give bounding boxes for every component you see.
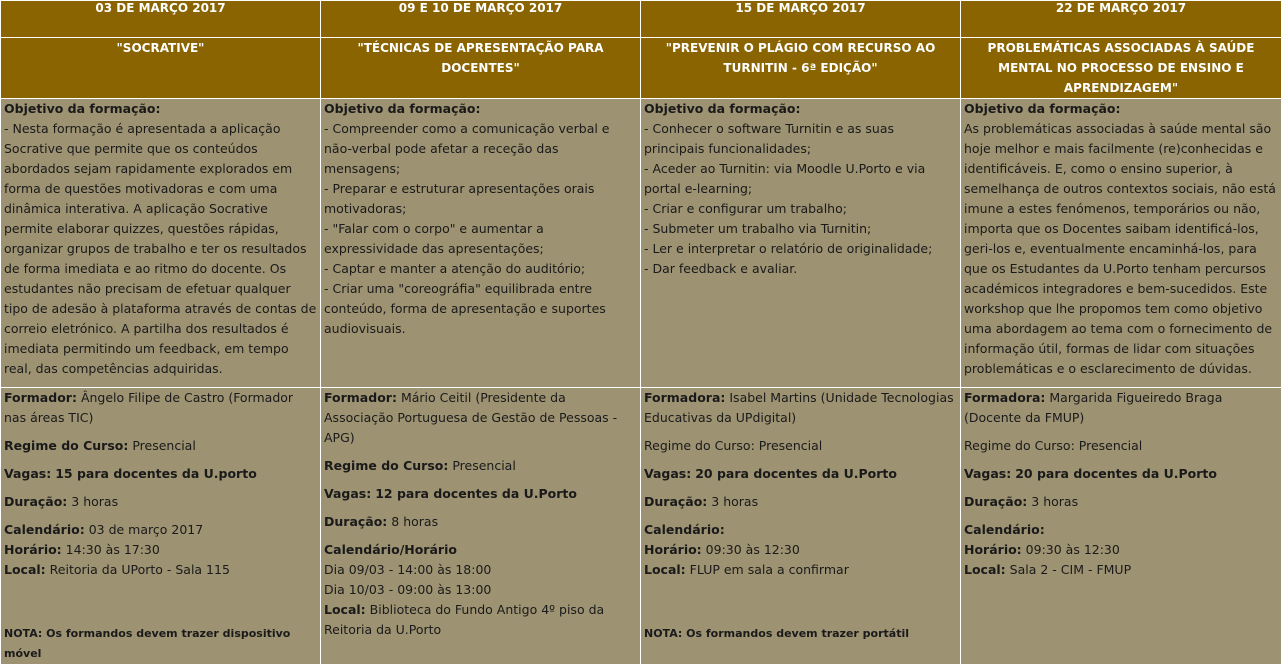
local-label: Local:: [644, 562, 686, 577]
objective-label: Objetivo da formação:: [644, 99, 957, 119]
vagas-label: Vagas:: [964, 466, 1011, 481]
duracao-label: Duração:: [644, 494, 707, 509]
objective-item: - Conhecer o software Turnitin e as suas principais funcionalidades;: [644, 119, 957, 159]
objective-item: - Captar e manter a atenção do auditório;: [324, 259, 637, 279]
duracao-value: 3 horas: [1031, 494, 1078, 509]
note-value: Os formandos devem trazer dispositivo móvel: [4, 627, 290, 660]
horario-label: Horário:: [964, 542, 1022, 557]
duracao-label: Duração:: [4, 494, 67, 509]
local-value: Biblioteca do Fundo Antigo 4º piso da Reitoria da U.Porto: [324, 602, 604, 637]
duracao-label: Duração:: [964, 494, 1027, 509]
note-value: Os formandos devem trazer portátil: [686, 627, 909, 640]
regime-label: Regime do Curso:: [324, 458, 448, 473]
regime-value: Presencial: [132, 438, 195, 453]
objective-text: - Nesta formação é apresentada a aplicação Socrative que permite que os conteúdos abordados sejam rapidamente explorados em forma de questões motivadoras e com uma dinâmica interativa. A aplicação Socrative permite elaborar quizzes, questões rápidas, organizar grupos de trabalho e ter os resultados de forma imediata e ao ritmo do docente. Os estudantes não precisam de efetuar qualquer tipo de adesão à plataforma através de contas de correio eletrónico. A partilha dos resultados é imediata permitindo um feedback, em tempo real, das competências adquiridas.: [4, 119, 317, 379]
details-cell: [961, 388, 1281, 665]
duracao-label: Duração:: [324, 514, 387, 529]
schedule-day: Dia 10/03 - 09:00 às 13:00: [324, 580, 637, 600]
formador-label: Formador:: [324, 390, 397, 405]
objective-item: - Criar uma "coreográfia" equilibrada entre conteúdo, forma de apresentação e suportes audiovisuais.: [324, 279, 637, 339]
vagas-value: 12 para docentes da U.Porto: [375, 486, 577, 501]
objective-item: - Dar feedback e avaliar.: [644, 259, 957, 279]
course-title: "SOCRATIVE": [1, 38, 321, 99]
formador-label: Formadora:: [644, 390, 725, 405]
local-value: Sala 2 - CIM - FMUP: [1010, 562, 1131, 577]
calendario-label: Calendário/Horário: [324, 542, 457, 557]
objective-item: - "Falar com o corpo" e aumentar a expressividade das apresentações;: [324, 219, 637, 259]
regime-value: Presencial: [759, 438, 822, 453]
date-header: 22 DE MARÇO 2017: [961, 1, 1281, 38]
note-label: NOTA:: [4, 627, 42, 640]
formador-value: Margarida Figueiredo Braga (Docente da FMUP): [964, 390, 1222, 425]
regime-value: Presencial: [452, 458, 515, 473]
course-title: PROBLEMÁTICAS ASSOCIADAS À SAÚDE MENTAL NO PROCESSO DE ENSINO E APRENDIZAGEM": [961, 38, 1281, 99]
local-value: Reitoria da UPorto - Sala 115: [50, 562, 230, 577]
formador-value: Ângelo Filipe de Castro (Formador nas áreas TIC): [4, 390, 293, 425]
formador-value: Isabel Martins (Unidade Tecnologias Educativas da UPdigital): [644, 390, 954, 425]
date-header: 15 DE MARÇO 2017: [641, 1, 961, 38]
objective-label: Objetivo da formação:: [324, 99, 637, 119]
details-cell: [321, 388, 641, 665]
vagas-label: Vagas:: [324, 486, 371, 501]
vagas-value: 20 para docentes da U.Porto: [695, 466, 897, 481]
objective-item: - Compreender como a comunicação verbal e não-verbal pode afetar a receção das mensagens;: [324, 119, 637, 179]
duracao-value: 8 horas: [391, 514, 438, 529]
horario-value: 09:30 às 12:30: [706, 542, 800, 557]
vagas-value: 15 para docentes da U.porto: [55, 466, 257, 481]
regime-value: Presencial: [1079, 438, 1142, 453]
formador-value: Mário Ceitil (Presidente da Associação Portuguesa de Gestão de Pessoas - APG): [324, 390, 617, 445]
course-title: "PREVENIR O PLÁGIO COM RECURSO AO TURNITIN - 6ª EDIÇÃO": [641, 38, 961, 99]
objective-cell: [321, 99, 641, 388]
local-value: FLUP em sala a confirmar: [690, 562, 849, 577]
objective-item: - Submeter um trabalho via Turnitin;: [644, 219, 957, 239]
course-title: "TÉCNICAS DE APRESENTAÇÃO PARA DOCENTES": [321, 38, 641, 99]
duracao-value: 3 horas: [71, 494, 118, 509]
objective-label: Objetivo da formação:: [4, 99, 317, 119]
schedule-day: Dia 09/03 - 14:00 às 18:00: [324, 560, 637, 580]
calendario-label: Calendário:: [964, 522, 1045, 537]
regime-label: Regime do Curso:: [644, 438, 755, 453]
details-cell: [641, 388, 961, 665]
objective-cell: [961, 99, 1281, 388]
duracao-value: 3 horas: [711, 494, 758, 509]
formador-label: Formadora:: [964, 390, 1045, 405]
objective-item: - Criar e configurar um trabalho;: [644, 199, 957, 219]
horario-value: 09:30 às 12:30: [1026, 542, 1120, 557]
objective-label: Objetivo da formação:: [964, 99, 1278, 119]
formador-label: Formador:: [4, 390, 77, 405]
calendario-label: Calendário:: [644, 522, 725, 537]
date-header: 03 DE MARÇO 2017: [1, 1, 321, 38]
vagas-value: 20 para docentes da U.Porto: [1015, 466, 1217, 481]
regime-label: Regime do Curso:: [4, 438, 128, 453]
local-label: Local:: [964, 562, 1006, 577]
objective-item: - Preparar e estruturar apresentações orais motivadoras;: [324, 179, 637, 219]
regime-label: Regime do Curso:: [964, 438, 1075, 453]
calendario-value: 03 de março 2017: [89, 522, 203, 537]
horario-value: 14:30 às 17:30: [66, 542, 160, 557]
vagas-label: Vagas:: [4, 466, 51, 481]
horario-label: Horário:: [4, 542, 62, 557]
note-label: NOTA:: [644, 627, 682, 640]
horario-label: Horário:: [644, 542, 702, 557]
local-label: Local:: [4, 562, 46, 577]
calendario-label: Calendário:: [4, 522, 85, 537]
objective-cell: [1, 99, 321, 388]
objective-cell: [641, 99, 961, 388]
details-cell: [1, 388, 321, 665]
objective-item: - Ler e interpretar o relatório de originalidade;: [644, 239, 957, 259]
vagas-label: Vagas:: [644, 466, 691, 481]
date-header: 09 E 10 DE MARÇO 2017: [321, 1, 641, 38]
objective-item: - Aceder ao Turnitin: via Moodle U.Porto e via portal e-learning;: [644, 159, 957, 199]
local-label: Local:: [324, 602, 366, 617]
objective-text: As problemáticas associadas à saúde mental são hoje melhor e mais facilmente (re)conhecidas e identificáveis. E, como o ensino superior, à semelhança de outros contextos sociais, não está imune a estes fenómenos, temporários ou não, importa que os Docentes saibam identificá-los, geri-los e, eventualmente encaminhá-los, para que os Estudantes da U.Porto tenham percursos académicos integradores e bem-sucedidos. Este workshop que lhe propomos tem como objetivo uma abordagem ao tema com o fornecimento de informação útil, formas de lidar com situações problemáticas e o esclarecimento de dúvidas.: [964, 119, 1278, 379]
